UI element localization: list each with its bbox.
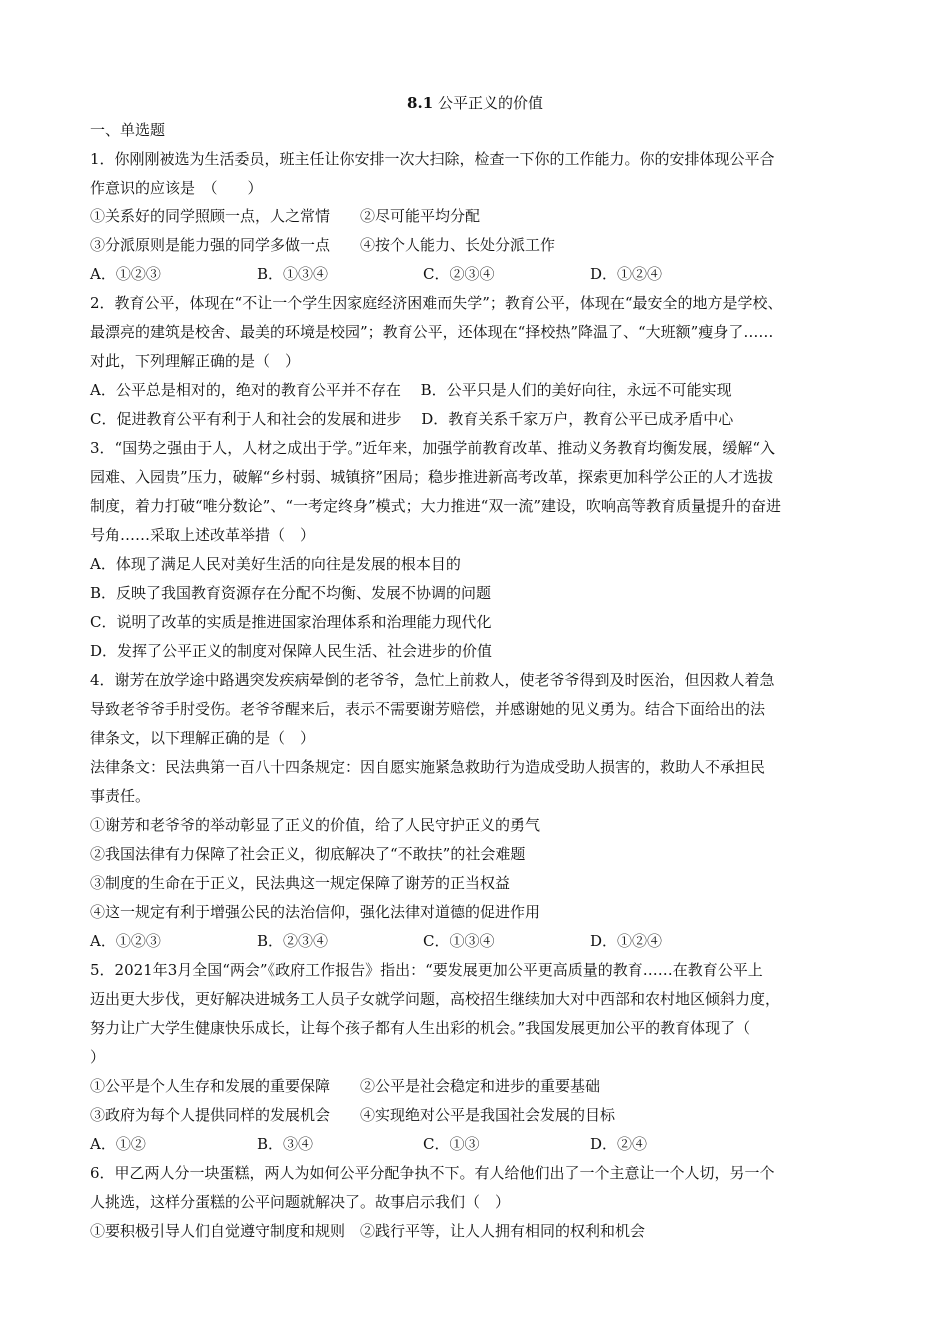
title-text: 公平正义的价值: [437, 94, 543, 112]
q3-option-c: C．说明了改革的实质是推进国家治理体系和治理能力现代化: [90, 613, 492, 631]
q4-item: ②我国法律有力保障了社会正义，彻底解决了“不敢扶”的社会难题: [90, 845, 526, 863]
q6-stem-line: 6．甲乙两人分一块蛋糕，两人为如何公平分配争执不下。有人给他们出了一个主意让一个人切，另一个: [90, 1164, 775, 1182]
title-number: 8.1: [407, 94, 434, 112]
q2-stem-line: 对此，下列理解正确的是（ ）: [90, 352, 301, 370]
q1-option-c: C．②③④: [423, 265, 495, 283]
q4-option-b: B．②③④: [257, 932, 329, 950]
q6-item: ①要积极引导人们自觉遵守制度和规则 ②践行平等，让人人拥有相同的权利和机会: [90, 1222, 646, 1240]
q5-option-c: C．①③: [423, 1135, 480, 1153]
q4-stem-line: 律条文，以下理解正确的是（ ）: [90, 729, 316, 747]
q3-stem-line: 制度，着力打破“唯分数论”、“一考定终身”模式；大力推进“双一流”建设，吹响高等教育质量提升的奋进: [90, 497, 782, 515]
q3-option-d: D．发挥了公平正义的制度对保障人民生活、社会进步的价值: [90, 642, 493, 660]
q1-stem-line: 1．你刚刚被选为生活委员，班主任让你安排一次大扫除，检查一下你的工作能力。你的安排体现公平合: [90, 150, 775, 168]
q5-option-b: B．③④: [257, 1135, 314, 1153]
q1-option-a: A．①②③: [90, 265, 161, 283]
q1-stem-line: 作意识的应该是 （ ）: [90, 179, 263, 197]
q4-item: ④这一规定有利于增强公民的法治信仰，强化法律对道德的促进作用: [90, 903, 541, 921]
q5-item: ③政府为每个人提供同样的发展机会 ④实现绝对公平是我国社会发展的目标: [90, 1106, 616, 1124]
q3-option-b: B．反映了我国教育资源存在分配不均衡、发展不协调的问题: [90, 584, 492, 602]
q2-stem-line: 2．教育公平，体现在“不让一个学生因家庭经济困难而失学”；教育公平，体现在“最安全的地方是学校、: [90, 294, 783, 312]
q5-stem-line: 5．2021年3月全国“两会”《政府工作报告》指出：“要发展更加公平更高质量的教育……在教育公平上: [90, 961, 763, 979]
q4-option-c: C．①③④: [423, 932, 495, 950]
q2-stem-line: 最漂亮的建筑是校舍、最美的环境是校园”；教育公平，还体现在“择校热”降温了、“大班额”瘦身了……: [90, 323, 774, 341]
q4-item: ①谢芳和老爷爷的举动彰显了正义的价值，给了人民守护正义的勇气: [90, 816, 541, 834]
q5-option-a: A．①②: [90, 1135, 146, 1153]
section-heading: 一、单选题: [90, 121, 166, 139]
q5-stem-line: 努力让广大学生健康快乐成长，让每个孩子都有人生出彩的机会。”我国发展更加公平的教育体现了（: [90, 1019, 751, 1037]
q5-stem-line: ）: [90, 1048, 106, 1066]
q5-item: ①公平是个人生存和发展的重要保障 ②公平是社会稳定和进步的重要基础: [90, 1077, 601, 1095]
q4-option-d: D．①②④: [590, 932, 663, 950]
q4-stem-line: 导致老爷爷手肘受伤。老爷爷醒来后，表示不需要谢芳赔偿，并感谢她的见义勇为。结合下面给出的法: [90, 700, 766, 718]
q1-option-d: D．①②④: [590, 265, 663, 283]
page-title: [0, 92, 950, 113]
q3-stem-line: 号角……采取上述改革举措（ ）: [90, 526, 316, 544]
q3-stem-line: 3．“国势之强由于人，人材之成出于学。”近年来，加强学前教育改革、推动义务教育均衡发展，缓解“入: [90, 439, 776, 457]
q4-stem-line: 4．谢芳在放学途中路遇突发疾病晕倒的老爷爷，急忙上前救人，使老爷爷得到及时医治，但因救人着急: [90, 671, 775, 689]
q2-option-row: C．促进教育公平有利于人和社会的发展和进步 D．教育关系千家万户，教育公平已成矛盾中心: [90, 410, 734, 428]
q1-option-b: B．①③④: [257, 265, 329, 283]
q3-option-a: A．体现了满足人民对美好生活的向往是发展的根本目的: [90, 555, 461, 573]
q1-item: ①关系好的同学照顾一点，人之常情 ②尽可能平均分配: [90, 207, 481, 225]
q4-law-text: 法律条文：民法典第一百八十四条规定：因自愿实施紧急救助行为造成受助人损害的，救助人不承担民: [90, 758, 766, 776]
q6-stem-line: 人挑选，这样分蛋糕的公平问题就解决了。故事启示我们（ ）: [90, 1193, 511, 1211]
q5-stem-line: 迈出更大步伐，更好解决进城务工人员子女就学问题，高校招生继续加大对中西部和农村地区倾斜力度，: [90, 990, 781, 1008]
q4-item: ③制度的生命在于正义，民法典这一规定保障了谢芳的正当权益: [90, 874, 511, 892]
q2-option-row: A．公平总是相对的，绝对的教育公平并不存在 B．公平只是人们的美好向往，永远不可能实现: [90, 381, 732, 399]
q4-option-a: A．①②③: [90, 932, 161, 950]
q3-stem-line: 园难、入园贵”压力，破解“乡村弱、城镇挤”困局；稳步推进新高考改革，探索更加科学公正的人才选拔: [90, 468, 774, 486]
q4-law-text: 事责任。: [90, 787, 151, 805]
q5-option-d: D．②④: [590, 1135, 648, 1153]
q1-item: ③分派原则是能力强的同学多做一点 ④按个人能力、长处分派工作: [90, 236, 556, 254]
